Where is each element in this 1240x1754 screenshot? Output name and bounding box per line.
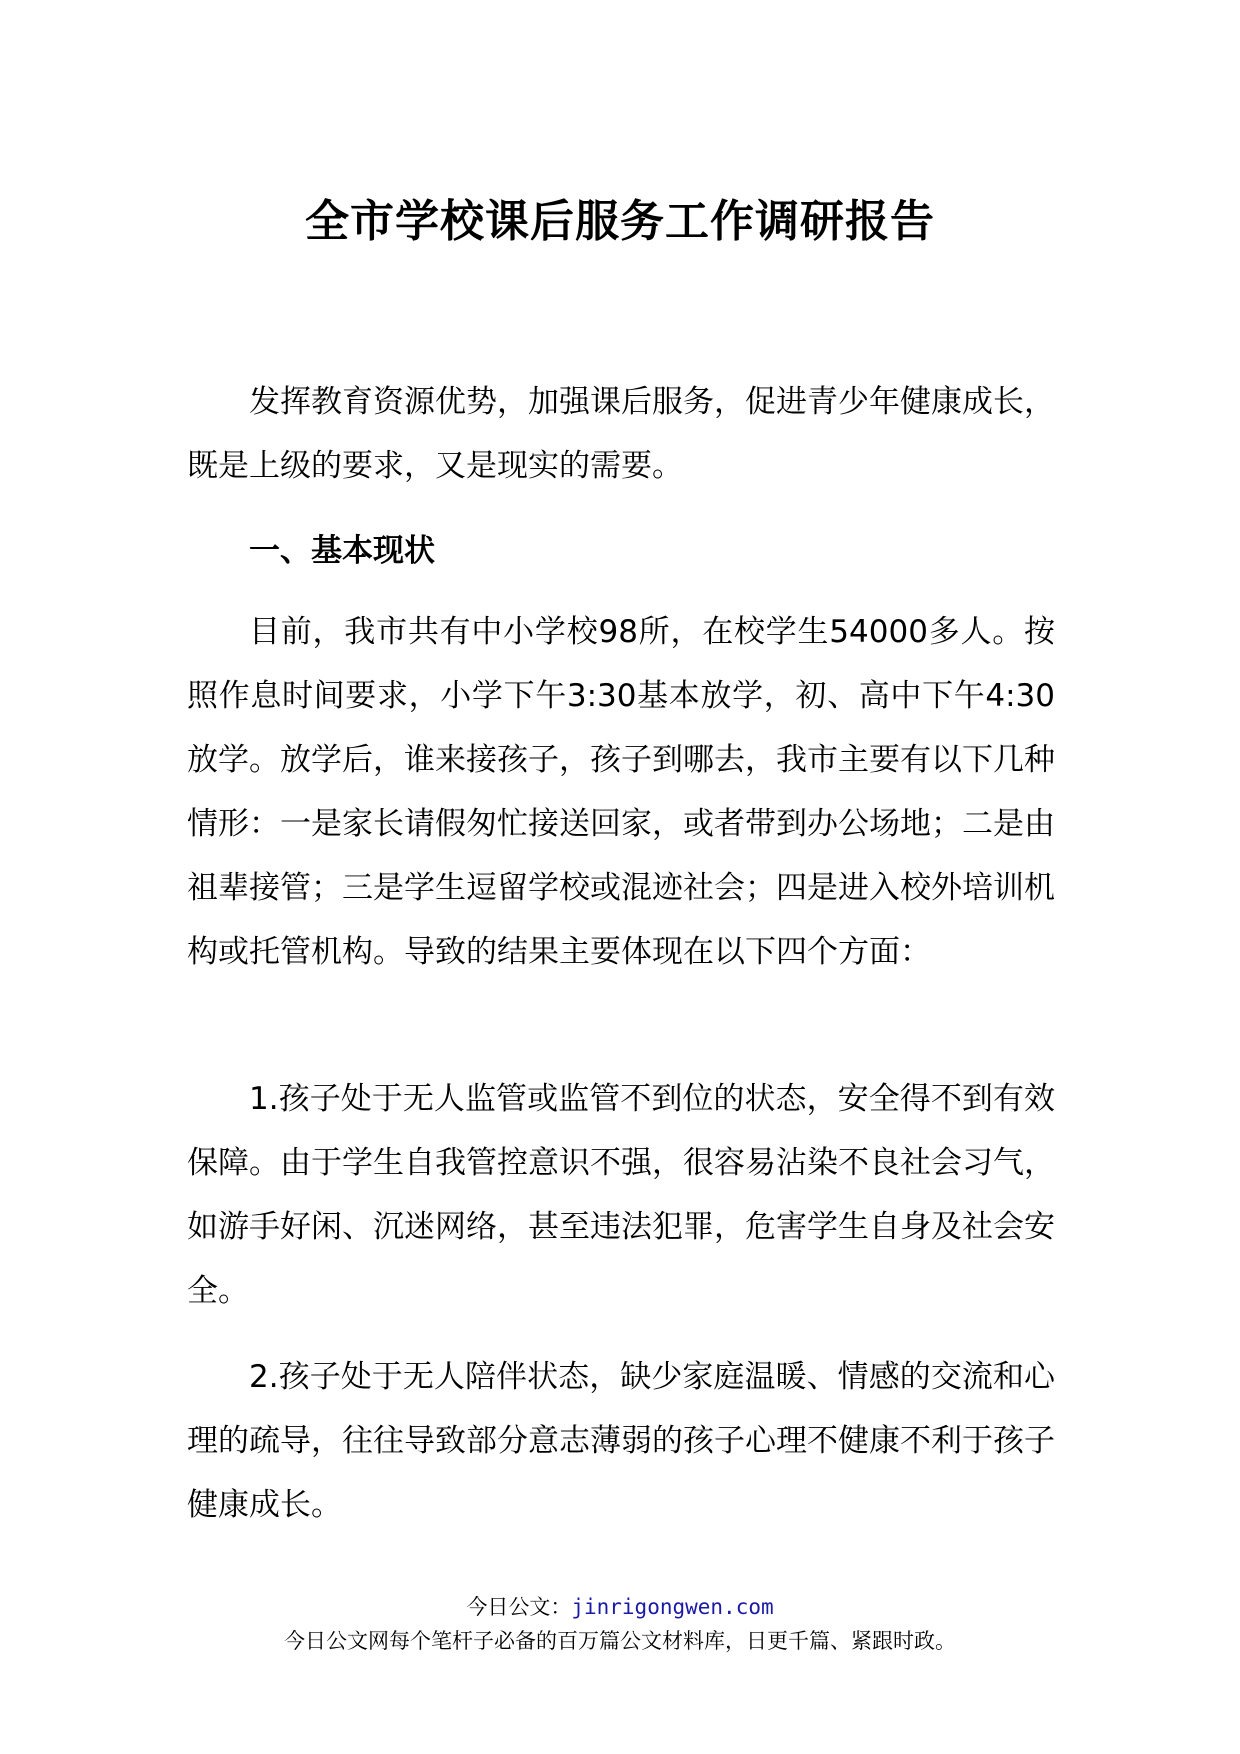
- footer-description: 今日公文网每个笔杆子必备的百万篇公文材料库，日更千篇、紧跟时政。: [284, 1629, 956, 1653]
- document-title: 全市学校课后服务工作调研报告: [305, 196, 935, 247]
- footer-label: 今日公文：: [466, 1595, 572, 1619]
- section-heading: 一、基本现状: [249, 533, 435, 569]
- body-paragraph: 1.孩子处于无人监管或监管不到位的状态，安全得不到有效保障。由于学生自我管控意识不强，很容易沾染不良社会习气，如游手好闲、沉迷网络，甚至违法犯罪，危害学生自身及社会安全。: [187, 1081, 1055, 1309]
- footer-url-link[interactable]: jinrigongwen.com: [571, 1595, 774, 1619]
- body-paragraph: 2.孩子处于无人陪伴状态，缺少家庭温暖、情感的交流和心理的疏导，往往导致部分意志薄弱的孩子心理不健康不利于孩子健康成长。: [187, 1359, 1055, 1523]
- intro-paragraph: 发挥教育资源优势，加强课后服务，促进青少年健康成长，既是上级的要求，又是现实的需要。: [187, 384, 1055, 484]
- footer-source: [0, 1592, 1240, 1622]
- body-paragraph: 目前，我市共有中小学校98所，在校学生54000多人。按照作息时间要求，小学下午3:30基本放学，初、高中下午4:30放学。放学后，谁来接孩子，孩子到哪去，我市主要有以下几种情形：一是家长请假匆忙接送回家，或者带到办公场地；二是由祖辈接管；三是学生逗留学校或混迹社会；四是进入校外培训机构或托管机构。导致的结果主要体现在以下四个方面：: [187, 614, 1055, 970]
